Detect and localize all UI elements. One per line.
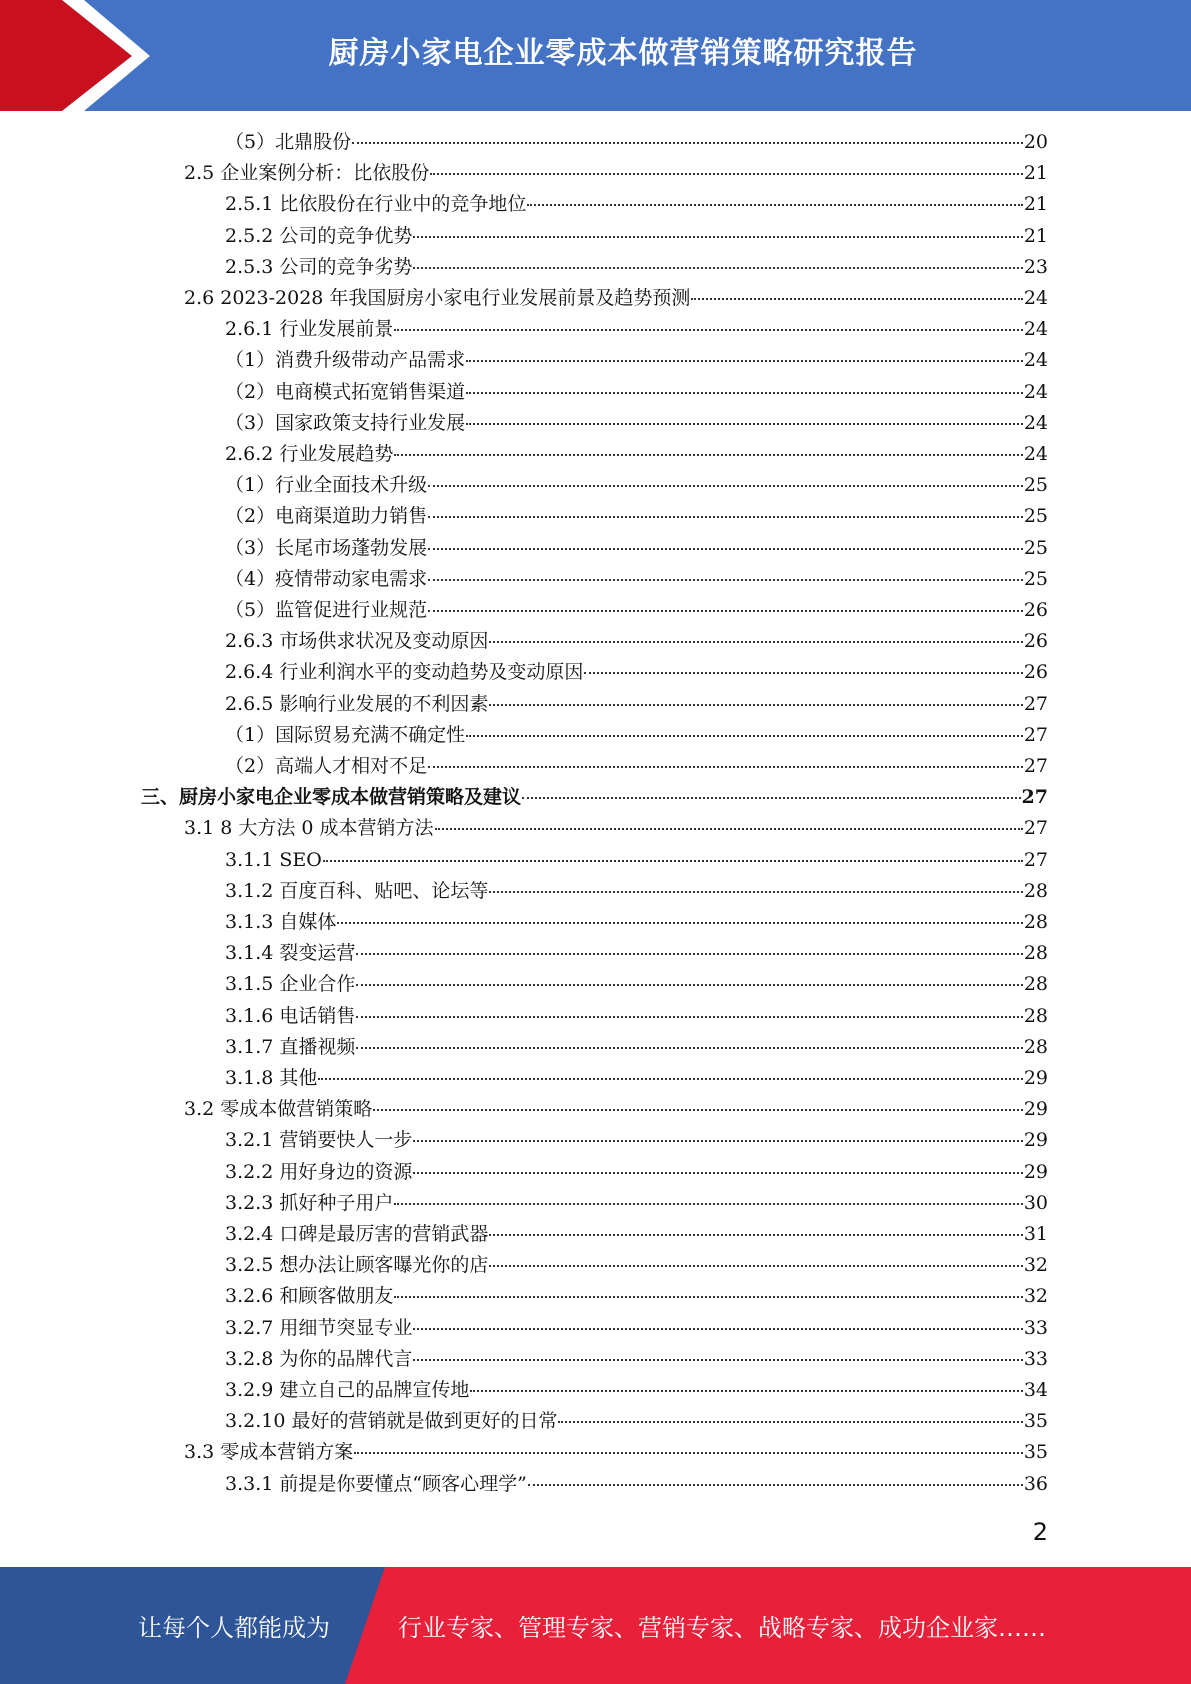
toc-dot-leader — [323, 860, 1023, 862]
toc-entry[interactable] — [225, 1281, 1048, 1312]
toc-entry-page: 27 — [1023, 724, 1048, 746]
toc-entry-label: 3.2.10 最好的营销就是做到更好的日常 — [225, 1410, 558, 1432]
toc-entry-page: 23 — [1023, 256, 1048, 278]
toc-dot-leader — [413, 236, 1022, 238]
toc-entry-label: （4）疫情带动家电需求 — [225, 568, 428, 590]
page-header — [0, 0, 1191, 111]
toc-entry-page: 24 — [1023, 412, 1048, 434]
toc-entry[interactable] — [225, 1250, 1048, 1281]
toc-dot-leader — [373, 1109, 1023, 1111]
toc-dot-leader — [428, 548, 1023, 550]
toc-entry-label: 3.3.1 前提是你要懂点“顾客心理学” — [225, 1473, 527, 1495]
toc-dot-leader — [430, 173, 1023, 175]
toc-entry-label: （2）高端人才相对不足 — [225, 755, 428, 777]
toc-dot-leader — [584, 672, 1022, 674]
toc-entry[interactable] — [225, 595, 1048, 626]
toc-dot-leader — [466, 392, 1023, 394]
toc-entry[interactable] — [225, 1469, 1048, 1500]
toc-entry[interactable] — [225, 408, 1048, 439]
toc-entry-page: 20 — [1023, 131, 1048, 153]
toc-entry-label: 2.6.2 行业发展趋势 — [225, 443, 394, 465]
toc-entry-page: 28 — [1023, 911, 1048, 933]
toc-entry-page: 29 — [1023, 1098, 1048, 1120]
toc-entry-page: 27 — [1023, 755, 1048, 777]
toc-dot-leader — [527, 204, 1022, 206]
toc-entry-label: 3.1.5 企业合作 — [225, 973, 356, 995]
toc-entry[interactable] — [225, 626, 1048, 657]
toc-entry-page: 29 — [1023, 1129, 1048, 1151]
toc-entry[interactable] — [225, 1063, 1048, 1094]
toc-entry-label: 2.5.3 公司的竞争劣势 — [225, 256, 413, 278]
toc-entry-label: 2.5 企业案例分析：比依股份 — [184, 162, 430, 184]
toc-dot-leader — [489, 1234, 1022, 1236]
toc-entry-label: 3.2.8 为你的品牌代言 — [225, 1348, 413, 1370]
toc-entry-page: 28 — [1023, 942, 1048, 964]
toc-entry-label: （2）电商渠道助力销售 — [225, 505, 428, 527]
toc-entry-page: 24 — [1023, 443, 1048, 465]
toc-entry-page: 24 — [1023, 287, 1048, 309]
toc-entry-label: （1）国际贸易充满不确定性 — [225, 724, 466, 746]
toc-dot-leader — [466, 735, 1023, 737]
toc-dot-leader — [691, 298, 1022, 300]
toc-entry-label: （3）长尾市场蓬勃发展 — [225, 537, 428, 559]
toc-entry[interactable] — [225, 1219, 1048, 1250]
toc-entry[interactable] — [225, 314, 1048, 345]
toc-entry-page: 34 — [1023, 1379, 1048, 1401]
toc-entry-label: 3.2.5 想办法让顾客曝光你的店 — [225, 1254, 489, 1276]
toc-entry[interactable] — [225, 127, 1048, 158]
toc-entry-page: 31 — [1023, 1223, 1048, 1245]
toc-entry[interactable] — [225, 221, 1048, 252]
toc-entry-label: 3.1.2 百度百科、贴吧、论坛等 — [225, 880, 489, 902]
toc-dot-leader — [428, 766, 1023, 768]
toc-dot-leader — [413, 1172, 1022, 1174]
toc-entry[interactable] — [225, 907, 1048, 938]
toc-entry-label: 2.5.2 公司的竞争优势 — [225, 225, 413, 247]
toc-entry[interactable] — [225, 657, 1048, 688]
toc-entry-label: 3.1.3 自媒体 — [225, 911, 337, 933]
toc-dot-leader — [356, 1016, 1022, 1018]
toc-entry[interactable] — [225, 1001, 1048, 1032]
toc-dot-leader — [428, 610, 1023, 612]
report-title: 厨房小家电企业零成本做营销策略研究报告 — [328, 36, 918, 71]
toc-entry-page: 24 — [1023, 381, 1048, 403]
toc-entry-page: 29 — [1023, 1161, 1048, 1183]
toc-entry-label: 3.2 零成本做营销策略 — [184, 1098, 373, 1120]
toc-entry-page: 36 — [1023, 1473, 1048, 1495]
toc-entry-page: 25 — [1023, 568, 1048, 590]
toc-entry-page: 28 — [1023, 1005, 1048, 1027]
toc-entry[interactable] — [225, 189, 1048, 220]
toc-dot-leader — [394, 329, 1022, 331]
header-arrow-decoration — [0, 0, 150, 111]
toc-entry-page: 28 — [1023, 973, 1048, 995]
toc-dot-leader — [413, 1140, 1022, 1142]
toc-entry-page: 24 — [1023, 349, 1048, 371]
toc-entry-page: 32 — [1023, 1285, 1048, 1307]
toc-entry[interactable] — [184, 1094, 1048, 1125]
toc-entry-label: 3.1 8 大方法 0 成本营销方法 — [184, 817, 434, 839]
toc-dot-leader — [558, 1421, 1022, 1423]
toc-entry-label: （3）国家政策支持行业发展 — [225, 412, 466, 434]
toc-dot-leader — [489, 704, 1022, 706]
toc-entry-page: 25 — [1023, 537, 1048, 559]
toc-entry-page: 21 — [1023, 162, 1048, 184]
toc-dot-leader — [394, 1203, 1022, 1205]
toc-entry[interactable] — [225, 1157, 1048, 1188]
toc-entry-page: 33 — [1023, 1348, 1048, 1370]
toc-entry-page: 26 — [1023, 661, 1048, 683]
toc-entry[interactable] — [225, 720, 1048, 751]
toc-entry-label: （2）电商模式拓宽销售渠道 — [225, 381, 466, 403]
toc-entry[interactable] — [225, 1313, 1048, 1344]
toc-entry-page: 32 — [1023, 1254, 1048, 1276]
toc-dot-leader — [428, 579, 1023, 581]
footer-slogan-left: 让每个人都能成为 — [138, 1614, 330, 1642]
toc-entry-label: 三、厨房小家电企业零成本做营销策略及建议 — [141, 786, 522, 808]
toc-entry-label: （5）北鼎股份 — [225, 131, 352, 153]
toc-entry-page: 25 — [1023, 474, 1048, 496]
toc-entry[interactable] — [184, 1437, 1048, 1468]
toc-dot-leader — [394, 1296, 1022, 1298]
toc-entry[interactable] — [184, 283, 1048, 314]
toc-entry-label: 3.1.4 裂变运营 — [225, 942, 356, 964]
toc-entry-page: 33 — [1023, 1317, 1048, 1339]
toc-entry-label: 3.3 零成本营销方案 — [184, 1441, 354, 1463]
toc-entry[interactable] — [225, 876, 1048, 907]
toc-entry[interactable] — [141, 782, 1048, 813]
toc-dot-leader — [435, 828, 1023, 830]
page-number: 2 — [1032, 1518, 1048, 1546]
toc-entry[interactable] — [225, 938, 1048, 969]
toc-entry-page: 35 — [1023, 1441, 1048, 1463]
toc-dot-leader — [356, 1047, 1022, 1049]
toc-entry[interactable] — [225, 1344, 1048, 1375]
toc-dot-leader — [470, 1390, 1022, 1392]
toc-entry[interactable] — [225, 1375, 1048, 1406]
toc-entry-label: 2.6.4 行业利润水平的变动趋势及变动原因 — [225, 661, 584, 683]
toc-dot-leader — [466, 360, 1023, 362]
toc-dot-leader — [352, 142, 1023, 144]
toc-entry-page: 28 — [1023, 1036, 1048, 1058]
toc-dot-leader — [489, 1265, 1022, 1267]
toc-entry-page: 30 — [1023, 1192, 1048, 1214]
toc-entry-label: 2.5.1 比依股份在行业中的竞争地位 — [225, 193, 527, 215]
toc-entry-page: 26 — [1023, 630, 1048, 652]
toc-entry-label: （1）行业全面技术升级 — [225, 474, 428, 496]
toc-dot-leader — [413, 267, 1022, 269]
toc-entry-page: 28 — [1023, 880, 1048, 902]
toc-entry[interactable] — [225, 1406, 1048, 1437]
toc-entry-page: 21 — [1023, 193, 1048, 215]
toc-dot-leader — [318, 1078, 1022, 1080]
toc-entry-label: （1）消费升级带动产品需求 — [225, 349, 466, 371]
toc-entry-label: 3.2.2 用好身边的资源 — [225, 1161, 413, 1183]
toc-entry-label: 3.2.1 营销要快人一步 — [225, 1129, 413, 1151]
toc-entry[interactable] — [184, 158, 1048, 189]
toc-dot-leader — [356, 953, 1022, 955]
toc-entry-label: 3.1.8 其他 — [225, 1067, 318, 1089]
toc-entry-page: 21 — [1023, 225, 1048, 247]
toc-dot-leader — [356, 984, 1022, 986]
toc-entry-label: 2.6 2023-2028 年我国厨房小家电行业发展前景及趋势预测 — [184, 287, 691, 309]
toc-entry-page: 27 — [1021, 786, 1048, 808]
toc-entry-label: 3.2.4 口碑是最厉害的营销武器 — [225, 1223, 489, 1245]
toc-entry-page: 27 — [1023, 849, 1048, 871]
toc-dot-leader — [428, 516, 1023, 518]
toc-entry[interactable] — [225, 689, 1048, 720]
toc-entry-label: 3.1.6 电话销售 — [225, 1005, 356, 1027]
toc-dot-leader — [428, 485, 1023, 487]
toc-entry[interactable] — [225, 1125, 1048, 1156]
toc-dot-leader — [489, 641, 1022, 643]
toc-entry[interactable] — [225, 439, 1048, 470]
toc-entry-label: 2.6.1 行业发展前景 — [225, 318, 394, 340]
toc-entry[interactable] — [225, 377, 1048, 408]
toc-entry-page: 26 — [1023, 599, 1048, 621]
toc-entry[interactable] — [225, 1032, 1048, 1063]
toc-entry-label: 3.1.7 直播视频 — [225, 1036, 356, 1058]
toc-dot-leader — [413, 1359, 1022, 1361]
toc-dot-leader — [413, 1328, 1022, 1330]
page-footer — [0, 1567, 1191, 1684]
toc-entry[interactable] — [225, 969, 1048, 1000]
toc-entry[interactable] — [225, 345, 1048, 376]
toc-dot-leader — [337, 922, 1022, 924]
footer-slogan-right: 行业专家、管理专家、营销专家、战略专家、成功企业家…… — [398, 1614, 1046, 1642]
toc-entry-label: 3.1.1 SEO — [225, 849, 322, 871]
toc-dot-leader — [489, 891, 1022, 893]
toc-entry[interactable] — [225, 1188, 1048, 1219]
toc-entry-page: 29 — [1023, 1067, 1048, 1089]
toc-entry-page: 27 — [1023, 693, 1048, 715]
toc-entry-label: 2.6.3 市场供求状况及变动原因 — [225, 630, 489, 652]
toc-entry-label: 3.2.3 抓好种子用户 — [225, 1192, 394, 1214]
toc-entry-label: 2.6.5 影响行业发展的不利因素 — [225, 693, 489, 715]
toc-dot-leader — [354, 1452, 1023, 1454]
toc-entry[interactable] — [184, 813, 1048, 844]
toc-dot-leader — [394, 454, 1022, 456]
toc-entry[interactable] — [225, 470, 1048, 501]
toc-dot-leader — [522, 797, 1021, 799]
toc-entry-label: 3.2.9 建立自己的品牌宣传地 — [225, 1379, 470, 1401]
toc-entry-label: 3.2.6 和顾客做朋友 — [225, 1285, 394, 1307]
toc-entry[interactable] — [225, 845, 1048, 876]
toc-dot-leader — [466, 423, 1023, 425]
toc-entry-page: 27 — [1023, 817, 1048, 839]
toc-entry[interactable] — [225, 751, 1048, 782]
toc-entry[interactable] — [225, 501, 1048, 532]
toc-entry[interactable] — [225, 533, 1048, 564]
toc-entry-label: 3.2.7 用细节突显专业 — [225, 1317, 413, 1339]
toc-entry-page: 35 — [1023, 1410, 1048, 1432]
toc-entry-label: （5）监管促进行业规范 — [225, 599, 428, 621]
toc-entry[interactable] — [225, 564, 1048, 595]
toc-entry[interactable] — [225, 252, 1048, 283]
toc-entry-page: 25 — [1023, 505, 1048, 527]
toc-entry-page: 24 — [1023, 318, 1048, 340]
toc-dot-leader — [528, 1484, 1023, 1486]
